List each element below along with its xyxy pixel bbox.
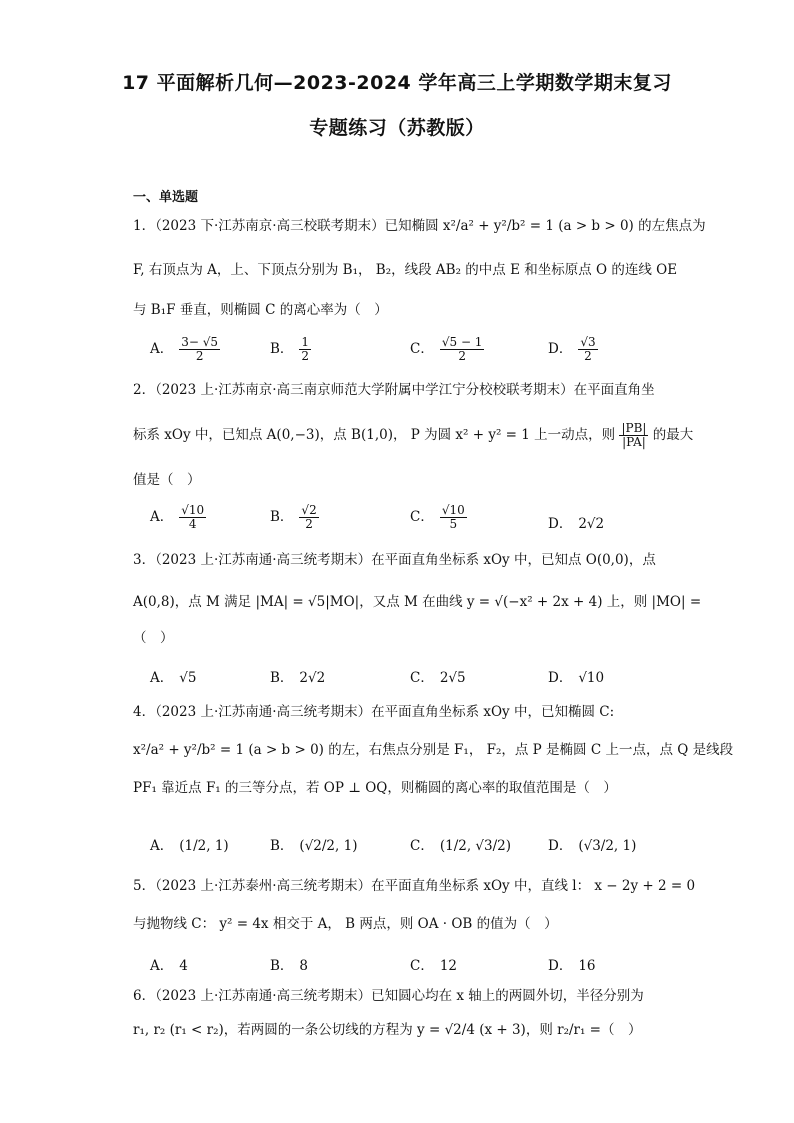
q3-option-b[interactable]: B． 2√2	[270, 670, 326, 686]
q5-option-b[interactable]: B． 8	[270, 958, 309, 974]
q5-line2: 与抛物线 C： y² = 4x 相交于 A， B 两点，则 OA · OB 的值为（ ）	[133, 916, 558, 932]
q1-line3: 与 B₁F 垂直，则椭圆 C 的离心率为（ ）	[133, 302, 388, 318]
q3-option-a[interactable]: A． √5	[150, 670, 197, 686]
q3-option-c[interactable]: C． 2√5	[410, 670, 466, 686]
q2-line2: 标系 xOy 中，已知点 A(0,−3)，点 B(1,0)， P 为圆 x² + y² = 1 上一动点，则 $\frac{|PB|}{|PA|}$ 的最大	[133, 421, 694, 450]
q6-line1: 6．（2023 上·江苏南通·高三统考期末）已知圆心均在 x 轴上的两圆外切，半径分别为	[133, 988, 644, 1004]
q1-line1: 1．（2023 下·江苏南京·高三校联考期末）已知椭圆 x²/a² + y²/b² = 1 (a > b > 0) 的左焦点为	[133, 218, 706, 234]
q4-ellipse-equation: x²/a² + y²/b² = 1 (a > b > 0)	[133, 742, 324, 758]
q2-option-d[interactable]: D． 2√2	[548, 516, 605, 532]
q3-line2: A(0,8)，点 M 满足 |MA| = √5|MO|，又点 M 在曲线 y = √(−x² + 2x + 4) 上，则 |MO| =	[133, 594, 702, 610]
q3-option-d[interactable]: D． √10	[548, 670, 605, 686]
q4-option-a[interactable]: A． (1/2, 1)	[150, 838, 229, 854]
q2-line1: 2．（2023 上·江苏南京·高三南京师范大学附属中学江宁分校校联考期末）在平面直角坐	[133, 382, 655, 398]
q4-line1: 4．（2023 上·江苏南通·高三统考期末）在平面直角坐标系 xOy 中，已知椭圆 C:	[133, 704, 615, 720]
q5-option-c[interactable]: C． 12	[410, 958, 458, 974]
q1-line2: F, 右顶点为 A，上、下顶点分别为 B₁， B₂，线段 AB₂ 的中点 E 和坐标原点 O 的连线 OE	[133, 262, 678, 278]
q1-option-a[interactable]: A． $\frac{3- √5}{2}$	[150, 335, 219, 364]
section-heading: 一、单选题	[133, 190, 199, 205]
q5-line1: 5．（2023 上·江苏泰州·高三统考期末）在平面直角坐标系 xOy 中，直线 l： x − 2y + 2 = 0	[133, 878, 696, 894]
q2-option-b[interactable]: B． $\frac{√2}{2}$	[270, 503, 317, 532]
q5-option-d[interactable]: D． 16	[548, 958, 596, 974]
q2-option-a[interactable]: A． $\frac{√10}{4}$	[150, 503, 205, 532]
q4-option-b[interactable]: B． (√2/2, 1)	[270, 838, 358, 854]
q3-line1: 3．（2023 上·江苏南通·高三统考期末）在平面直角坐标系 xOy 中，已知点 O(0,0)，点	[133, 552, 656, 568]
q5-option-a[interactable]: A． 4	[150, 958, 188, 974]
q4-line2: x²/a² + y²/b² = 1 (a > b > 0) 的左，右焦点分别是 F₁， F₂，点 P 是椭圆 C 上一点，点 Q 是线段	[133, 742, 734, 758]
page-title: 17 平面解析几何—2023-2024 学年高三上学期数学期末复习	[122, 72, 672, 94]
q4-line3: PF₁ 靠近点 F₁ 的三等分点，若 OP ⊥ OQ，则椭圆的离心率的取值范围是（ ）	[133, 780, 617, 796]
q2-line3: 值是（ ）	[133, 472, 201, 488]
q1-ellipse-equation: x²/a² + y²/b² = 1 (a > b > 0)	[442, 218, 634, 234]
q1-option-c[interactable]: C． $\frac{√5 - 1}{2}$	[410, 335, 483, 364]
q6-line2: r₁, r₂ (r₁ < r₂)，若两圆的一条公切线的方程为 y = √2/4 (x + 3)，则 r₂/r₁ =（ ）	[133, 1022, 642, 1038]
q4-option-c[interactable]: C． (1/2, √3/2)	[410, 838, 512, 854]
q2-option-c[interactable]: C． $\frac{√10}{5}$	[410, 503, 465, 532]
q3-line3: （ ）	[133, 630, 174, 646]
q4-option-d[interactable]: D． (√3/2, 1)	[548, 838, 637, 854]
page-subtitle: 专题练习（苏教版）	[309, 117, 485, 139]
q1-option-d[interactable]: D． $\frac{√3}{2}$	[548, 335, 596, 364]
q1-option-b[interactable]: B． $\frac{1}{2}$	[270, 335, 310, 364]
